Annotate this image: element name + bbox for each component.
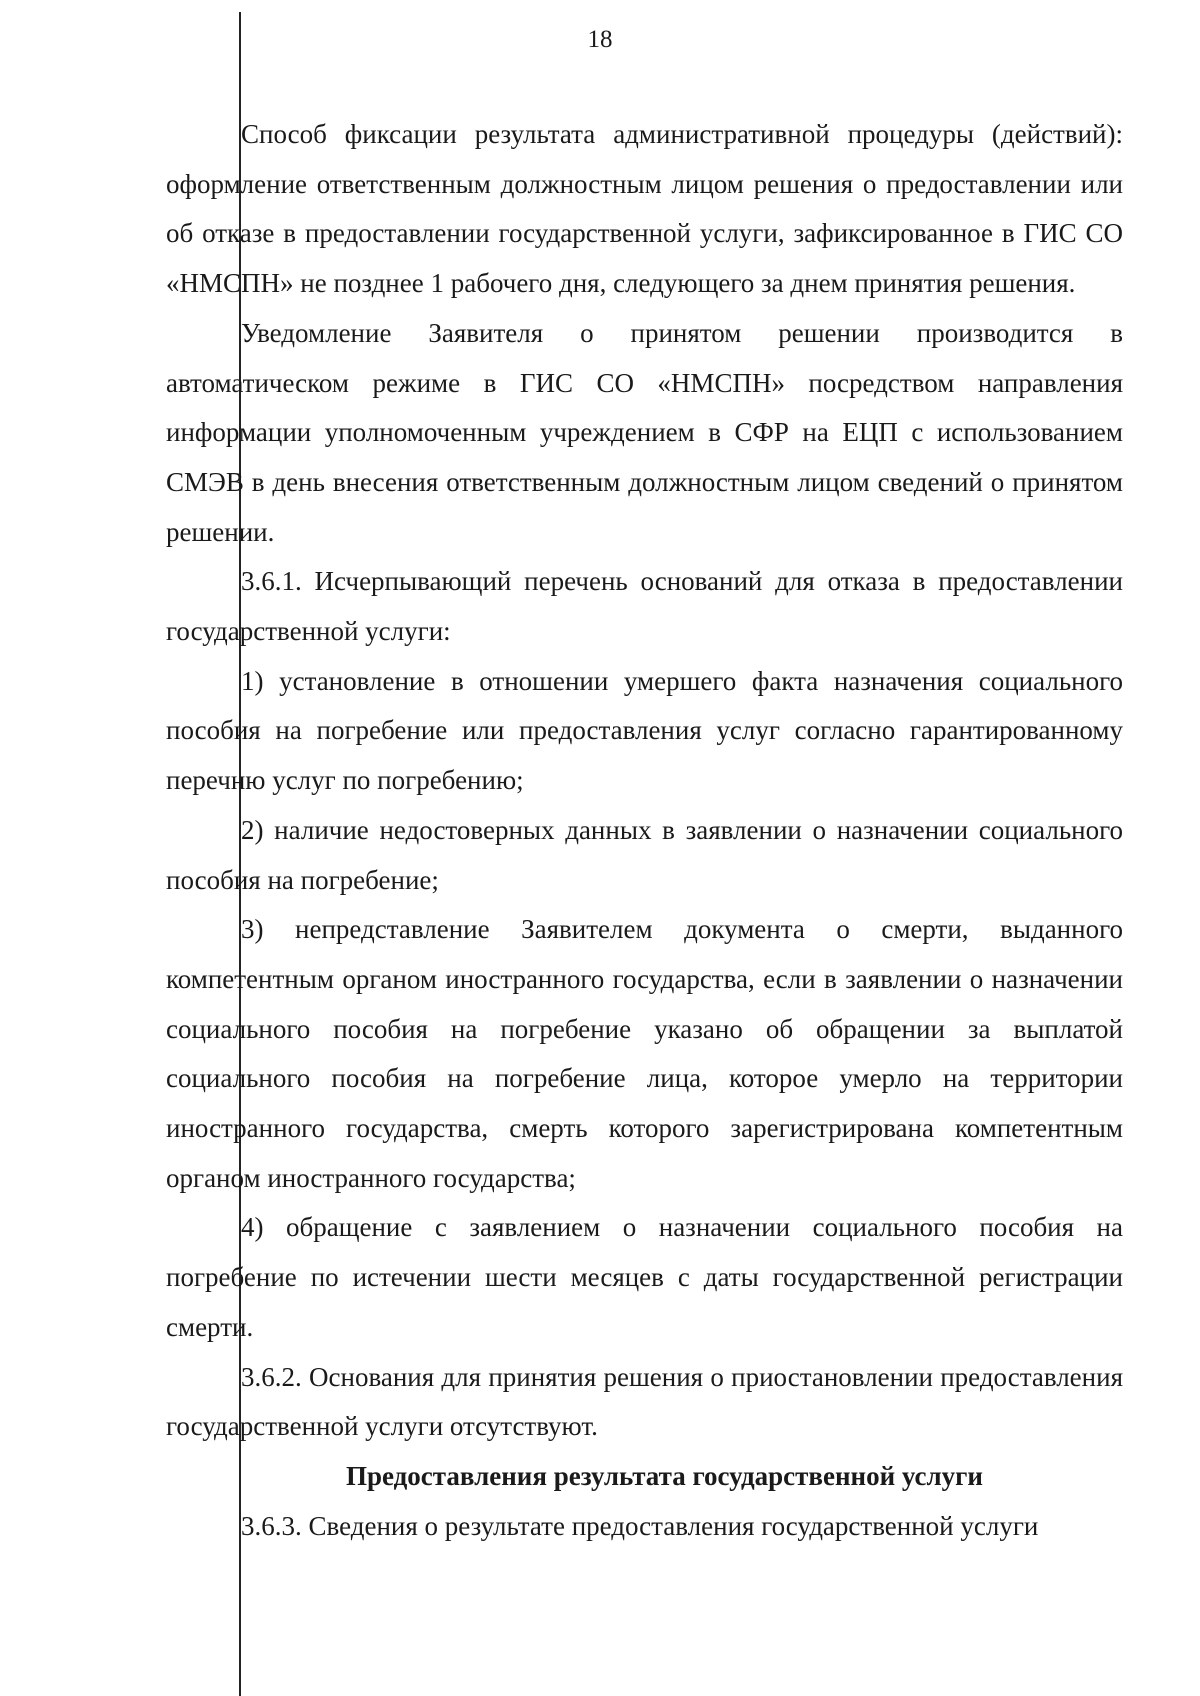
list-item-2: 2) наличие недостоверных данных в заявлении о назначении социального пособия на погребение; <box>166 814 1123 895</box>
list-item-3: 3) непредставление Заявителем документа о смерти, выданного компетентным органом иностранного государства, если в заявлении о назначении социального пособия на погребение указано об обращении за выплатой социального пособия на погребение лица, которое умерло на территории иностранного государства, смерть которого зарегистрирована компетентным органом иностранного государства; <box>166 914 1123 1193</box>
paragraph-notification: Уведомление Заявителя о принятом решении производится в автоматическом режиме в ГИС СО «НМСПН» посредством направления информации уполномоченным учреждением в СФР на ЕЦП с использованием СМЭВ в день внесения ответственным должностным лицом сведений о принятом решении. <box>166 317 1123 547</box>
paragraph-result-info: 3.6.3. Сведения о результате предоставления государственной услуги <box>241 1510 1039 1541</box>
paragraph-suspension: 3.6.2. Основания для принятия решения о приостановлении предоставления государственной услуги отсутствуют. <box>166 1361 1123 1442</box>
list-item-1: 1) установление в отношении умершего факта назначения социального пособия на погребение или предоставления услуг согласно гарантированному перечню услуг по погребению; <box>166 665 1123 796</box>
paragraph-result-fixation: Способ фиксации результата административной процедуры (действий): оформление ответственным должностным лицом решения о предоставлении или об отказе в предоставлении государственной услуги, зафиксированное в ГИС СО «НМСПН» не позднее 1 рабочего дня, следующего за днем принятия решения. <box>166 119 1123 299</box>
document-body <box>166 110 1123 1551</box>
section-heading: Предоставления результата государственной услуги <box>346 1460 983 1491</box>
page-number: 18 <box>587 26 613 53</box>
paragraph-refusal-grounds: 3.6.1. Исчерпывающий перечень оснований для отказа в предоставлении государственной услуги: <box>166 566 1123 647</box>
list-item-4: 4) обращение с заявлением о назначении социального пособия на погребение по истечении шести месяцев с даты государственной регистрации смерти. <box>166 1212 1123 1342</box>
